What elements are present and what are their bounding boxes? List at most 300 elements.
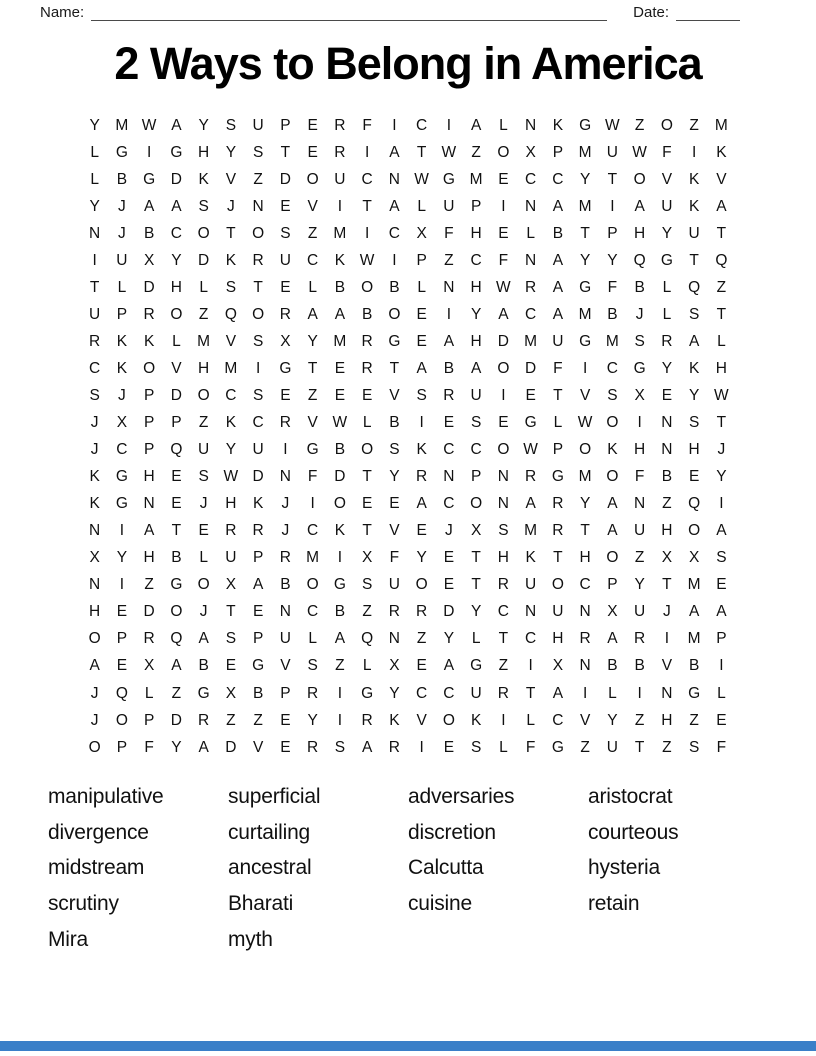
grid-letter: U [89,305,101,323]
grid-letter: U [634,603,646,621]
grid-letter: T [280,143,291,161]
grid-letter: D [334,468,346,486]
word-item: discretion [408,820,496,844]
grid-letter: R [388,603,400,621]
grid-letter: D [170,170,182,188]
grid-letter: R [361,359,373,377]
grid-letter: J [281,495,290,513]
grid-row [81,112,735,139]
grid-letter: G [442,170,455,188]
grid-letter: I [501,386,506,404]
grid-letter: A [552,278,564,296]
grid-letter: H [143,549,155,567]
grid-letter: I [337,197,343,215]
grid-letter: Y [171,738,182,756]
grid-letter: S [634,332,645,350]
grid-letter: I [501,197,506,215]
grid-letter: H [198,359,210,377]
grid-letter: I [119,522,125,540]
grid-letter: S [252,386,264,404]
grid-row [81,247,735,274]
grid-letter: Y [470,603,482,621]
grid-letter: G [333,576,346,594]
grid-letter: A [361,738,373,756]
grid-letter: T [362,522,372,540]
grid-letter: F [444,224,454,242]
grid-letter: W [605,116,620,134]
grid-letter: B [552,224,564,242]
grid-letter: G [170,143,183,161]
grid-letter: X [361,549,373,567]
grid-letter: Q [170,441,183,459]
grid-letter: Y [389,684,400,702]
grid-letter: N [497,468,509,486]
grid-letter: O [497,143,510,161]
grid-letter: G [306,441,319,459]
grid-letter: I [146,143,152,161]
grid-letter: R [525,278,537,296]
grid-letter: P [143,711,155,729]
grid-letter: G [170,576,183,594]
grid-letter: S [89,386,100,404]
grid-letter: A [607,522,618,540]
grid-letter: R [497,576,509,594]
grid-letter: Y [89,116,100,134]
grid-letter: M [578,197,592,215]
grid-letter: Q [633,251,646,269]
grid-letter: A [470,359,482,377]
grid-letter: T [716,305,727,323]
grid-row [81,382,735,409]
grid-letter: A [525,495,536,513]
grid-letter: Z [634,549,645,567]
grid-letter: K [225,251,237,269]
grid-letter: Q [688,278,701,296]
word-list-column [408,779,588,957]
grid-letter: B [334,603,346,621]
word-item: curtailing [228,820,311,844]
grid-letter: N [525,197,537,215]
grid-letter: V [416,711,427,729]
grid-letter: I [364,143,370,161]
grid-letter: M [333,224,347,242]
grid-letter: C [579,576,591,594]
grid-letter: C [225,386,237,404]
grid-letter: C [470,441,482,459]
grid-letter: L [717,332,726,350]
grid-letter: A [389,143,400,161]
grid-letter: E [280,711,291,729]
grid-letter: T [471,576,481,594]
grid-letter: D [443,603,455,621]
grid-letter: Z [689,711,699,729]
grid-letter: Z [444,251,454,269]
grid-letter: E [498,224,509,242]
grid-letter: T [553,386,563,404]
grid-letter: O [415,576,428,594]
grid-letter: T [389,359,400,377]
grid-letter: A [552,197,564,215]
grid-letter: H [470,278,482,296]
grid-letter: X [389,657,400,675]
grid-letter: H [579,549,591,567]
grid-letter: T [607,170,618,188]
grid-letter: P [143,386,155,404]
grid-letter: O [88,738,101,756]
grid-letter: Y [661,224,673,242]
grid-letter: X [552,657,564,675]
grid-letter: B [143,224,155,242]
grid-letter: Z [253,711,263,729]
grid-letter: S [716,549,727,567]
grid-letter: B [334,441,346,459]
grid-letter: H [688,441,700,459]
footer-brand-bar [0,1041,816,1051]
grid-letter: F [553,359,563,377]
grid-letter: P [171,414,182,432]
grid-letter: I [337,711,343,729]
grid-letter: J [90,711,99,729]
grid-letter: M [578,143,592,161]
grid-letter: R [252,522,264,540]
grid-letter: Z [662,738,672,756]
grid-letter: O [170,603,183,621]
grid-letter: T [89,278,100,296]
grid-letter: B [688,657,700,675]
grid-letter: I [637,684,642,702]
grid-letter: K [716,143,727,161]
grid-letter: J [90,684,99,702]
grid-letter: Z [362,603,372,621]
grid-letter: Z [307,224,318,242]
grid-letter: I [719,657,724,675]
grid-letter: B [607,305,618,323]
grid-letter: O [306,170,319,188]
grid-letter: L [362,414,372,432]
grid-row [81,626,735,653]
grid-letter: M [469,170,483,188]
grid-letter: A [498,305,509,323]
grid-letter: N [525,116,537,134]
grid-letter: A [334,630,346,648]
grid-letter: J [227,197,235,215]
grid-letter: D [525,359,537,377]
grid-letter: S [225,278,237,296]
grid-letter: S [389,441,400,459]
grid-letter: M [524,332,538,350]
grid-letter: K [198,170,209,188]
grid-letter: U [552,332,564,350]
grid-letter: U [552,603,564,621]
grid-letter: S [688,305,700,323]
grid-letter: X [634,386,645,404]
grid-letter: E [443,414,455,432]
grid-letter: K [688,197,700,215]
grid-row [81,166,735,193]
grid-letter: H [89,603,101,621]
grid-letter: Z [335,657,345,675]
grid-letter: I [446,116,452,134]
grid-letter: A [607,495,618,513]
word-item: myth [228,927,273,951]
grid-letter: P [607,576,618,594]
grid-letter: J [118,197,126,215]
grid-letter: E [252,603,264,621]
grid-letter: R [579,630,591,648]
grid-letter: Q [170,630,183,648]
grid-letter: C [525,630,537,648]
word-item: ancestral [228,856,312,880]
grid-letter: C [443,684,455,702]
grid-letter: M [687,630,701,648]
grid-letter: T [525,684,536,702]
grid-letter: E [716,576,727,594]
grid-letter: E [498,170,509,188]
grid-letter: O [252,305,265,323]
grid-letter: L [499,738,508,756]
grid-letter: O [170,305,183,323]
grid-letter: H [470,224,482,242]
grid-letter: G [660,251,673,269]
grid-letter: G [470,657,483,675]
grid-letter: O [660,116,673,134]
grid-letter: M [578,305,592,323]
grid-letter: N [252,197,264,215]
grid-letter: O [361,441,374,459]
word-item: scrutiny [48,891,119,915]
grid-letter: G [143,170,156,188]
grid-letter: K [116,359,128,377]
grid-letter: N [579,657,591,675]
grid-letter: T [580,522,590,540]
grid-letter: E [416,332,427,350]
grid-letter: M [333,332,347,350]
grid-letter: O [606,549,619,567]
grid-letter: N [279,468,291,486]
grid-letter: J [90,441,99,459]
grid-letter: I [664,630,670,648]
grid-letter: A [688,332,700,350]
grid-letter: L [117,278,127,296]
grid-letter: G [361,684,374,702]
grid-letter: P [552,143,564,161]
grid-letter: L [553,414,563,432]
grid-letter: A [716,603,727,621]
grid-letter: T [253,278,263,296]
grid-letter: Q [224,305,237,323]
grid-letter: H [225,495,237,513]
grid-letter: O [252,224,265,242]
grid-letter: L [499,116,508,134]
grid-letter: H [661,711,673,729]
grid-letter: N [143,495,155,513]
grid-letter: J [717,441,726,459]
word-item: Bharati [228,891,294,915]
grid-letter: O [143,359,156,377]
grid-letter: F [634,468,645,486]
grid-letter: L [144,684,154,702]
grid-row [81,220,735,247]
grid-letter: V [252,738,264,756]
grid-letter: I [92,251,97,269]
grid-letter: M [578,468,592,486]
grid-letter: U [443,197,455,215]
grid-letter: V [661,170,673,188]
grid-letter: U [606,143,618,161]
grid-letter: X [607,603,618,621]
grid-letter: R [416,468,428,486]
grid-letter: G [579,278,592,296]
grid-letter: C [307,603,319,621]
grid-letter: G [579,332,592,350]
grid-letter: N [497,495,509,513]
grid-letter: R [225,522,237,540]
grid-letter: G [279,359,292,377]
grid-letter: O [361,278,374,296]
grid-letter: A [143,197,155,215]
grid-letter: K [416,441,427,459]
grid-letter: E [361,495,373,513]
grid-letter: I [419,414,424,432]
grid-letter: V [716,170,727,188]
grid-row [81,355,735,382]
grid-letter: H [170,278,182,296]
grid-letter: G [115,143,128,161]
grid-letter: Z [634,116,645,134]
grid-letter: E [334,359,346,377]
grid-letter: U [388,576,400,594]
grid-letter: Y [716,468,727,486]
grid-letter: L [417,197,426,215]
grid-letter: Y [443,630,455,648]
name-label: Name: [40,4,85,21]
grid-letter: O [197,224,210,242]
grid-letter: E [443,549,455,567]
grid-letter: S [470,738,482,756]
grid-letter: R [334,116,346,134]
grid-letter: I [691,143,697,161]
grid-letter: W [577,414,593,432]
grid-letter: D [198,251,210,269]
grid-letter: F [307,468,318,486]
grid-letter: A [470,116,482,134]
grid-letter: H [552,630,564,648]
grid-letter: C [525,305,537,323]
grid-letter: X [116,414,128,432]
grid-row [81,518,735,545]
word-list-column [48,779,228,957]
grid-letter: B [334,278,346,296]
grid-letter: M [714,116,728,134]
grid-letter: V [307,414,318,432]
grid-letter: B [171,549,182,567]
grid-letter: W [441,143,457,161]
grid-letter: Z [416,630,427,648]
grid-letter: R [416,603,428,621]
word-item: superficial [228,784,321,808]
grid-letter: N [634,495,646,513]
grid-letter: K [688,359,700,377]
grid-letter: L [717,684,726,702]
grid-letter: G [115,495,128,513]
grid-letter: K [470,711,482,729]
grid-letter: I [419,738,424,756]
grid-row [81,599,735,626]
grid-letter: K [607,441,618,459]
grid-letter: A [607,630,618,648]
grid-letter: N [661,441,673,459]
grid-letter: O [470,495,483,513]
grid-letter: A [716,197,727,215]
grid-letter: D [143,278,155,296]
grid-letter: S [198,468,209,486]
grid-letter: E [116,657,128,675]
grid-letter: V [225,332,237,350]
grid-letter: J [199,495,208,513]
grid-letter: K [334,251,346,269]
grid-letter: U [252,441,264,459]
grid-letter: E [443,738,455,756]
grid-letter: H [715,359,727,377]
grid-letter: A [252,576,264,594]
grid-letter: R [279,305,291,323]
grid-letter: N [525,251,537,269]
grid-letter: X [143,251,155,269]
grid-letter: A [416,359,427,377]
grid-letter: L [526,711,535,729]
grid-letter: R [334,143,346,161]
grid-letter: Z [634,711,645,729]
grid-letter: O [497,441,510,459]
word-item: midstream [48,856,145,880]
grid-letter: J [281,522,290,540]
grid-letter: R [252,251,264,269]
grid-letter: H [143,468,155,486]
grid-letter: F [607,278,618,296]
grid-letter: O [606,468,619,486]
grid-letter: C [470,251,482,269]
grid-letter: Z [253,170,263,188]
grid-letter: K [389,711,400,729]
grid-letter: U [688,224,700,242]
grid-letter: S [688,414,700,432]
grid-letter: T [226,224,236,242]
grid-letter: J [635,305,644,323]
grid-letter: Y [579,170,591,188]
grid-letter: S [225,630,237,648]
grid-letter: I [582,359,588,377]
grid-letter: Y [225,441,237,459]
grid-letter: K [252,495,264,513]
grid-letter: U [225,549,237,567]
grid-letter: R [307,738,319,756]
grid-letter: E [525,386,536,404]
grid-row [81,707,735,734]
grid-letter: A [552,305,564,323]
grid-letter: P [470,468,482,486]
grid-letter: W [223,468,239,486]
grid-letter: E [361,386,373,404]
grid-letter: U [661,197,673,215]
grid-letter: E [307,116,318,134]
grid-letter: L [662,305,672,323]
grid-letter: H [661,522,673,540]
grid-letter: M [115,116,129,134]
grid-letter: V [661,657,673,675]
grid-letter: L [172,332,181,350]
grid-letter: F [662,143,672,161]
grid-letter: G [551,468,564,486]
